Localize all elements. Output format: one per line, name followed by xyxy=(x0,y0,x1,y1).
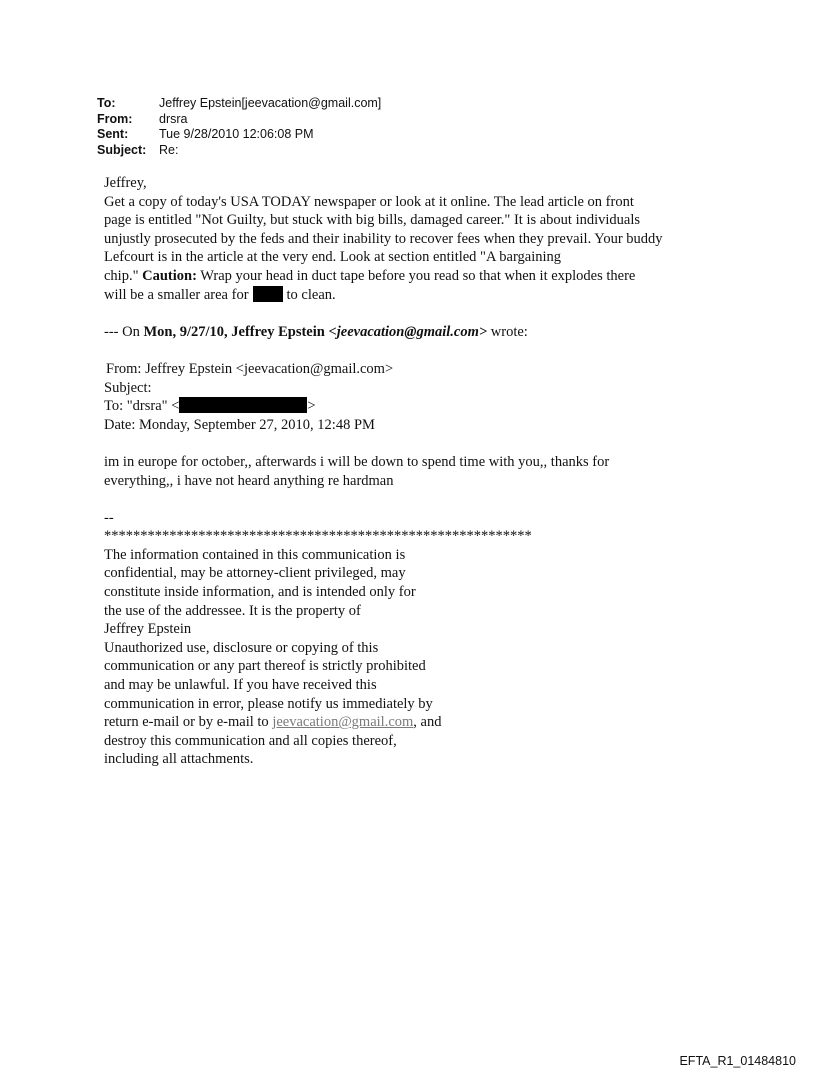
disclaimer-line: Unauthorized use, disclosure or copying of this xyxy=(104,639,379,656)
email-body xyxy=(104,174,744,769)
quoted-subject: Subject: xyxy=(104,379,152,396)
quoted-body-line: everything,, i have not heard anything re hardman xyxy=(104,472,394,489)
disclaimer-stars: *********************************************************** xyxy=(104,528,532,545)
from-row xyxy=(97,112,381,128)
message-line xyxy=(104,286,744,305)
sent-value: Tue 9/28/2010 12:06:08 PM xyxy=(159,127,314,141)
from-label: From: xyxy=(97,111,133,126)
greeting: Jeffrey, xyxy=(104,175,147,191)
from-value: drsra xyxy=(159,111,188,126)
subject-value: Re: xyxy=(159,142,179,157)
quoted-body-line: im in europe for october,, afterwards i will be down to spend time with you,, thanks for xyxy=(104,453,610,470)
message-line: page is entitled "Not Guilty, but stuck with big bills, damaged career." It is about individuals xyxy=(104,212,641,229)
disclaimer-line: communication in error, please notify us immediately by xyxy=(104,695,433,712)
disclaimer-text: , and xyxy=(413,714,442,731)
redaction-box xyxy=(253,286,283,302)
sent-label: Sent: xyxy=(97,127,129,141)
to-value: Jeffrey Epstein[jeevacation@gmail.com] xyxy=(159,96,382,110)
quote-intro xyxy=(104,323,744,342)
message-text: Wrap your head in duct tape before you read so that when it explodes there xyxy=(196,267,636,284)
quote-intro-text: wrote: xyxy=(487,323,528,340)
disclaimer-line: confidential, may be attorney-client privileged, may xyxy=(104,565,406,582)
disclaimer-line xyxy=(104,713,744,732)
message-line: Get a copy of today's USA TODAY newspaper or look at it online. The lead article on front xyxy=(104,193,634,210)
quote-intro-date: Mon, 9/27/10, Jeffrey Epstein xyxy=(143,323,329,340)
message-text: will be a smaller area for xyxy=(104,286,249,303)
spacer xyxy=(104,304,744,323)
spacer xyxy=(104,490,744,509)
message-line: Lefcourt is in the article at the very end. Look at section entitled "A bargaining xyxy=(104,249,562,266)
spacer xyxy=(104,434,744,453)
quoted-date: Date: Monday, September 27, 2010, 12:48 PM xyxy=(104,416,375,433)
disclaimer-line: Jeffrey Epstein xyxy=(104,621,192,638)
redaction-box xyxy=(179,397,307,413)
message-text: chip." xyxy=(104,267,143,284)
quoted-to-text: To: "drsra" < xyxy=(104,398,180,415)
to-row xyxy=(97,96,381,112)
subject-row xyxy=(97,143,381,159)
caution-label: Caution: xyxy=(142,267,197,284)
email-header xyxy=(97,96,381,158)
quote-intro-text: --- On xyxy=(104,323,144,340)
document-id: EFTA_R1_01484810 xyxy=(679,1054,796,1068)
signature-dashes: -- xyxy=(104,509,114,526)
message-text: to clean. xyxy=(286,286,336,303)
sent-row xyxy=(97,127,381,143)
disclaimer-line: and may be unlawful. If you have received this xyxy=(104,677,377,694)
subject-label: Subject: xyxy=(97,142,147,157)
message-line xyxy=(104,267,744,286)
spacer xyxy=(104,341,744,360)
to-label: To: xyxy=(97,96,116,110)
quoted-to xyxy=(104,397,744,416)
disclaimer-text: return e-mail or by e-mail to xyxy=(104,714,273,731)
quoted-from: From: Jeffrey Epstein <jeevacation@gmail.com> xyxy=(106,360,394,377)
disclaimer-line: communication or any part thereof is strictly prohibited xyxy=(104,658,426,675)
email-link[interactable]: jeevacation@gmail.com xyxy=(272,714,414,731)
disclaimer-line: the use of the addressee. It is the property of xyxy=(104,602,361,619)
disclaimer-line: including all attachments. xyxy=(104,751,254,768)
disclaimer-line: destroy this communication and all copies thereof, xyxy=(104,732,397,749)
quoted-to-text: > xyxy=(307,398,316,415)
disclaimer-line: The information contained in this communication is xyxy=(104,546,406,563)
quote-intro-email: <jeevacation@gmail.com> xyxy=(328,323,488,340)
message-line: unjustly prosecuted by the feds and their inability to recover fees when they prevail. Your buddy xyxy=(104,230,663,247)
disclaimer-line: constitute inside information, and is intended only for xyxy=(104,584,416,601)
